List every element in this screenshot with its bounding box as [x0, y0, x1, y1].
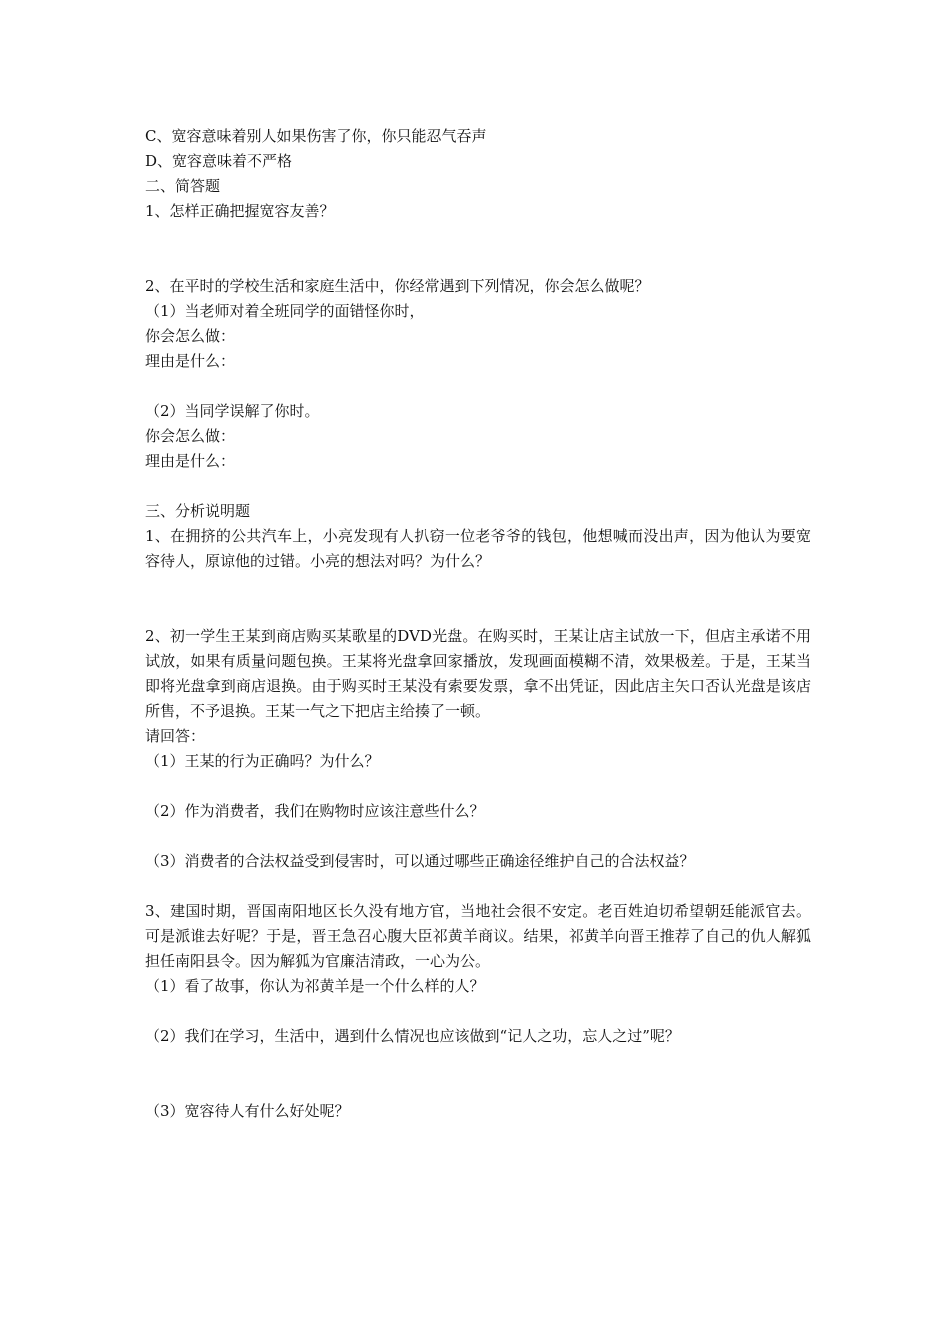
document-page — [145, 124, 811, 1124]
answer-space — [145, 474, 811, 499]
answer-space — [145, 224, 811, 274]
question-3-3-part-1: （1）看了故事，你认为祁黄羊是一个什么样的人？ — [145, 977, 485, 995]
answer-space — [145, 574, 811, 624]
question-3-2-part-2: （2）作为消费者，我们在购物时应该注意些什么？ — [145, 802, 485, 820]
answer-space — [145, 874, 811, 899]
question-3-2-part-3: （3）消费者的合法权益受到侵害时，可以通过哪些正确途径维护自己的合法权益？ — [145, 852, 695, 870]
option-d: D、宽容意味着不严格 — [145, 152, 293, 170]
question-3-2-part-1: （1）王某的行为正确吗？为什么？ — [145, 752, 380, 770]
prompt-reason: 理由是什么： — [145, 352, 236, 370]
section-heading-analysis: 三、分析说明题 — [145, 502, 251, 520]
section-heading-short-answer: 二、简答题 — [145, 177, 221, 195]
question-2-2: 2、在平时的学校生活和家庭生活中，你经常遇到下列情况，你会怎么做呢？ — [145, 277, 650, 295]
question-3-1: 1、在拥挤的公共汽车上，小亮发现有人扒窃一位老爷爷的钱包，他想喊而没出声，因为他认为要宽容待人，原谅他的过错。小亮的想法对吗？为什么？ — [145, 527, 811, 570]
prompt-please-answer: 请回答： — [145, 727, 206, 745]
answer-space — [145, 1049, 811, 1099]
prompt-what-to-do: 你会怎么做： — [145, 327, 236, 345]
question-2-2-part-2: （2）当同学误解了你时。 — [145, 402, 320, 420]
question-3-3: 3、建国时期，晋国南阳地区长久没有地方官，当地社会很不安定。老百姓迫切希望朝廷能派官去。可是派谁去好呢？于是，晋王急召心腹大臣祁黄羊商议。结果，祁黄羊向晋王推荐了自己的仇人解狐担任南阳县令。因为解狐为官廉洁清政，一心为公。 — [145, 902, 811, 970]
answer-space — [145, 774, 811, 799]
question-3-3-part-2: （2）我们在学习，生活中，遇到什么情况也应该做到“记人之功，忘人之过”呢？ — [145, 1027, 680, 1045]
prompt-what-to-do: 你会怎么做： — [145, 427, 236, 445]
question-2-2-part-1: （1）当老师对着全班同学的面错怪你时， — [145, 302, 425, 320]
question-3-3-part-3: （3）宽容待人有什么好处呢？ — [145, 1102, 350, 1120]
question-3-2: 2、初一学生王某到商店购买某歌星的DVD光盘。在购买时，王某让店主试放一下，但店主承诺不用试放，如果有质量问题包换。王某将光盘拿回家播放，发现画面模糊不清，效果极差。于是，王某当即将光盘拿到商店退换。由于购买时王某没有索要发票，拿不出凭证，因此店主矢口否认光盘是该店所售，不予退换。王某一气之下把店主给揍了一顿。 — [145, 627, 811, 720]
prompt-reason: 理由是什么： — [145, 452, 236, 470]
option-c: C、宽容意味着别人如果伤害了你，你只能忍气吞声 — [145, 127, 487, 145]
answer-space — [145, 374, 811, 399]
answer-space — [145, 824, 811, 849]
answer-space — [145, 999, 811, 1024]
question-2-1: 1、怎样正确把握宽容友善？ — [145, 202, 335, 220]
